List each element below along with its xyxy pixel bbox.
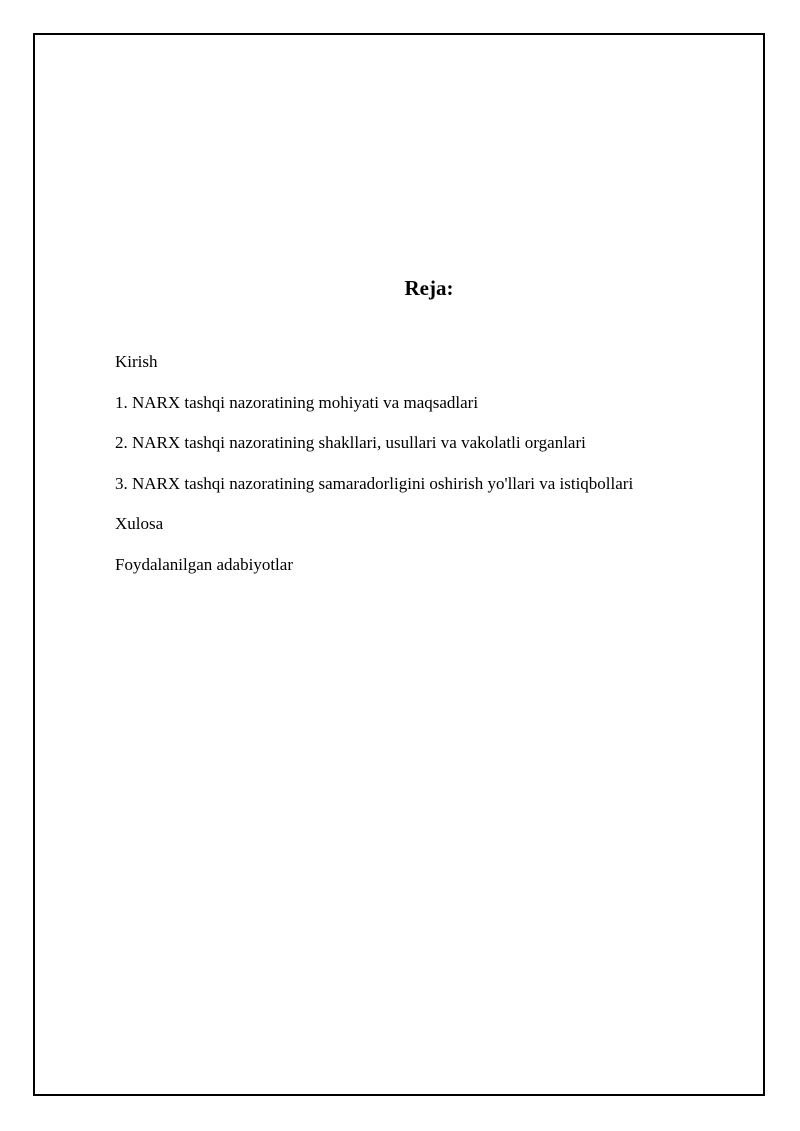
toc-item-conclusion: Xulosa [115, 514, 164, 533]
table-of-contents [115, 350, 755, 593]
toc-item-section-1: 1. NARX tashqi nazoratining mohiyati va maqsadlari [115, 392, 479, 412]
toc-item-section-3: 3. NARX tashqi nazoratining samaradorligini oshirish yo'llari va istiqbollari [115, 473, 634, 493]
toc-item-introduction: Kirish [115, 352, 158, 371]
toc-item-section-2: 2. NARX tashqi nazoratining shakllari, usullari va vakolatli organlari [115, 433, 586, 452]
page-title: Reja: [404, 276, 454, 300]
toc-item-references: Foydalanilgan adabiyotlar [115, 554, 293, 574]
